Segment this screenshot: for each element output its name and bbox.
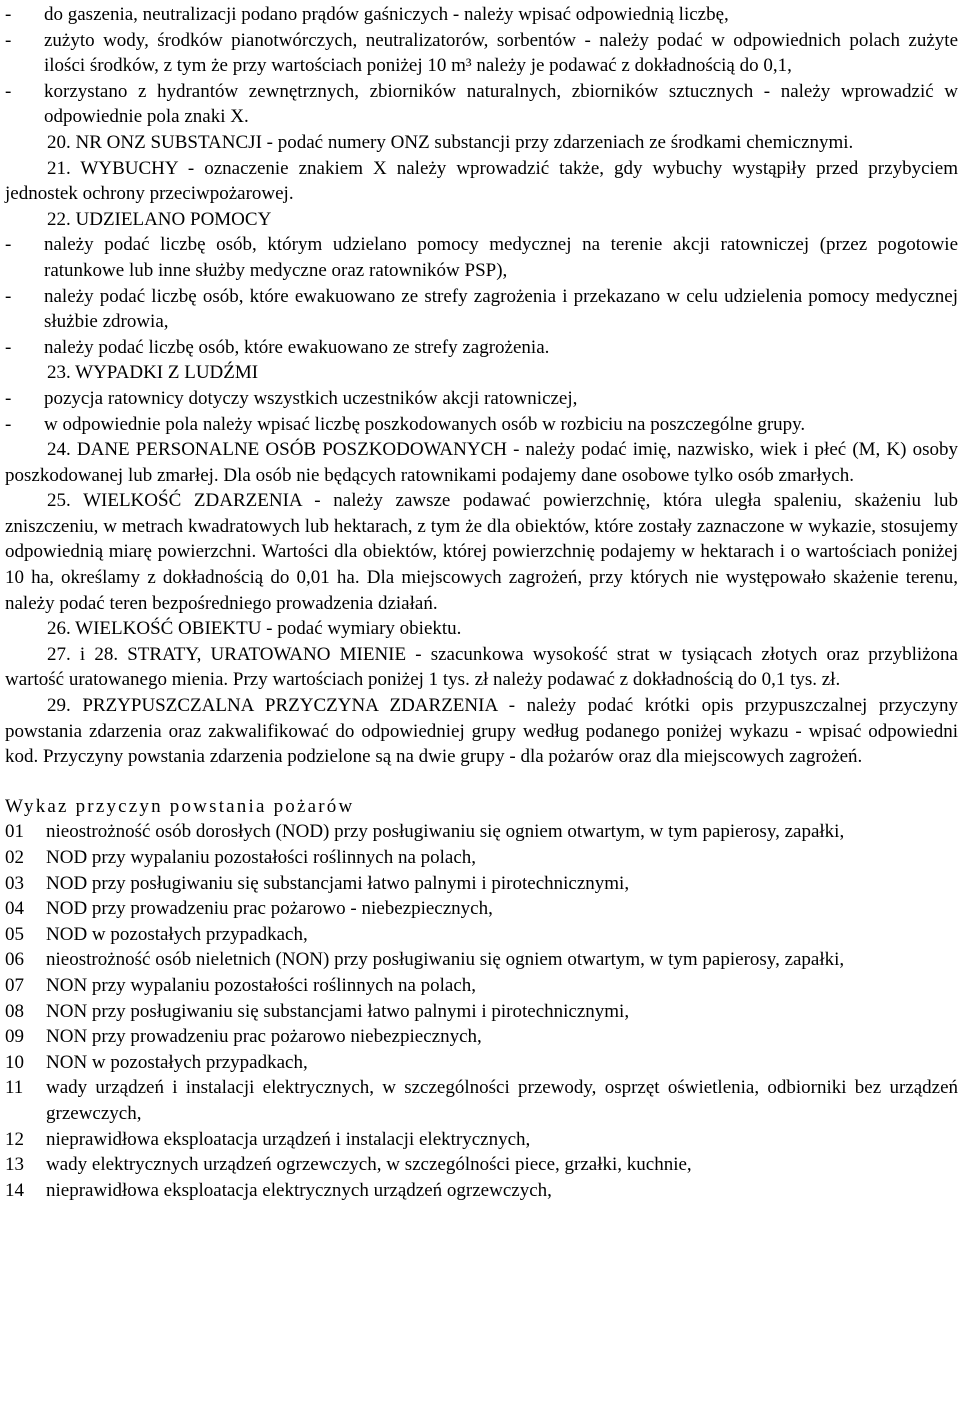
cause-code: 10 [5, 1051, 24, 1073]
cause-item [5, 947, 958, 973]
list-item-text: do gaszenia, neutralizacji podano prądów gaśniczych - należy wpisać odpowiednią liczbę, [44, 4, 729, 25]
spacer [5, 770, 958, 794]
list-item [5, 79, 958, 130]
cause-item [5, 1152, 958, 1178]
causes-list-title: Wykaz przyczyn powstania pożarów [5, 795, 355, 817]
causes-list [5, 819, 958, 1203]
list-item-text: należy podać liczbę osób, którym udzielano pomocy medycznej na terenie akcji ratowniczej (przez pogotowie ratunkowe lub inne służby medyczne oraz ratowników PSP), [44, 234, 958, 281]
cause-item [5, 845, 958, 871]
cause-code: 02 [5, 847, 24, 868]
section-20: 20. NR ONZ SUBSTANCJI - podać numery ONZ substancji przy zdarzeniach ze środkami chemicznymi. [47, 131, 854, 153]
document-page [5, 2, 958, 1203]
cause-code: 11 [5, 1077, 24, 1099]
list-item [5, 2, 958, 28]
section-26: 26. WIELKOŚĆ OBIEKTU - podać wymiary obiektu. [47, 618, 462, 640]
cause-text: NON przy prowadzeniu prac pożarowo niebezpiecznych, [46, 1026, 482, 1048]
cause-text: wady urządzeń i instalacji elektrycznych, w szczególności przewody, osprzęt oświetlenia, odbiorniki bez urządzeń grzewczych, [46, 1077, 958, 1124]
cause-code: 06 [5, 949, 24, 971]
cause-item [5, 871, 958, 897]
cause-item [5, 922, 958, 948]
list-dash: - [5, 80, 12, 102]
cause-item [5, 896, 958, 922]
list-dash: - [5, 285, 12, 307]
cause-code: 12 [5, 1128, 24, 1150]
cause-item [5, 1127, 958, 1153]
cause-text: nieostrożność osób dorosłych (NOD) przy posługiwaniu się ogniem otwartym, w tym papierosy, zapałki, [46, 821, 845, 843]
cause-item [5, 1024, 958, 1050]
list-dash: - [5, 413, 12, 435]
list-item [5, 28, 958, 79]
list-dash: - [5, 4, 12, 25]
list-item [5, 335, 958, 361]
list-dash: - [5, 387, 12, 409]
cause-text: NON przy wypalaniu pozostałości roślinnych na polach, [46, 974, 477, 996]
list-item-text: korzystano z hydrantów zewnętrznych, zbiorników naturalnych, zbiorników sztucznych - należy wprowadzić w odpowiednie pola znaki X. [44, 80, 958, 128]
cause-code: 01 [5, 821, 24, 843]
cause-text: NON w pozostałych przypadkach, [46, 1051, 308, 1073]
list-item [5, 232, 958, 283]
cause-text: nieprawidłowa eksploatacja elektrycznych urządzeń ogrzewczych, [46, 1179, 552, 1201]
section-22-heading: 22. UDZIELANO POMOCY [47, 208, 272, 230]
cause-item [5, 819, 958, 845]
cause-code: 03 [5, 872, 24, 894]
section-25: 25. WIELKOŚĆ ZDARZENIA - należy zawsze podawać powierzchnię, która uległa spaleniu, skażeniu lub zniszczeniu, w metrach kwadratowych lub hektarach, z tym że dla obiektów, które zostały zaznaczone w wykazie, stosujemy odpowiednią miarę powierzchni. Wartości dla obiektów, której powierzchnię podajemy w hektarach i o wartościach poniżej 10 ha, określamy z dokładnością do 0,01 ha. Dla miejscowych zagrożeń, przy których nie występowało skażenie terenu, należy podać teren bezpośredniego prowadzenia działań. [5, 490, 958, 614]
cause-text: NON przy posługiwaniu się substancjami łatwo palnymi i pirotechnicznymi, [46, 1000, 630, 1022]
cause-code: 05 [5, 923, 24, 945]
section-29: 29. PRZYPUSZCZALNA PRZYCZYNA ZDARZENIA - należy podać krótki opis przypuszczalnej przyczyny powstania zdarzenia oraz zakwalifikować do odpowiedniej grupy według podanego poniżej wykazu - wpisać odpowiedni kod. Przyczyny powstania zdarzenia podzielone są na dwie grupy - dla pożarów oraz dla miejscowych zagrożeń. [5, 695, 958, 768]
section-27-28: 27. i 28. STRATY, URATOWANO MIENIE - szacunkowa wysokość strat w tysiącach złotych oraz przybliżona wartość uratowanego mienia. Przy wartościach poniżej 1 tys. zł należy podawać z dokładnością do 0,1 tys. zł. [5, 643, 958, 691]
cause-text: NOD w pozostałych przypadkach, [46, 923, 308, 945]
cause-text: NOD przy wypalaniu pozostałości roślinnych na polach, [46, 847, 477, 868]
cause-text: nieprawidłowa eksploatacja urządzeń i instalacji elektrycznych, [46, 1128, 531, 1150]
cause-code: 09 [5, 1026, 24, 1048]
cause-item [5, 1075, 958, 1126]
list-item-text: zużyto wody, środków pianotwórczych, neutralizatorów, sorbentów - należy podać w odpowiednich polach zużyte ilości środków, z tym że przy wartościach poniżej 10 m³ należy je podawać z dokładnością do 0,1, [44, 29, 958, 77]
cause-text: NOD przy posługiwaniu się substancjami łatwo palnymi i pirotechnicznymi, [46, 872, 630, 894]
list-item-text: pozycja ratownicy dotyczy wszystkich uczestników akcji ratowniczej, [44, 387, 578, 409]
cause-item [5, 973, 958, 999]
cause-code: 04 [5, 898, 24, 920]
section-21: 21. WYBUCHY - oznaczenie znakiem X należy wprowadzić także, gdy wybuchy wystąpiły przed przybyciem jednostek ochrony przeciwpożarowej. [5, 157, 958, 205]
cause-code: 08 [5, 1000, 24, 1022]
section-24: 24. DANE PERSONALNE OSÓB POSZKODOWANYCH - należy podać imię, nazwisko, wiek i płeć (M, K) osoby poszkodowanej lub zmarłej. Dla osób nie będących ratownikami podajemy dane osobowe tylko osób zmarłych. [5, 439, 958, 486]
section-23-heading: 23. WYPADKI Z LUDŹMI [47, 362, 259, 384]
list-dash: - [5, 336, 12, 358]
cause-code: 07 [5, 974, 24, 996]
list-item-text: należy podać liczbę osób, które ewakuowano ze strefy zagrożenia i przekazano w celu udzielenia pomocy medycznej służbie zdrowia, [44, 285, 958, 333]
cause-code: 14 [5, 1179, 24, 1201]
list-dash: - [5, 234, 12, 256]
list-item [5, 284, 958, 335]
cause-item [5, 1050, 958, 1076]
list-item [5, 412, 958, 438]
cause-text: NOD przy prowadzeniu prac pożarowo - niebezpiecznych, [46, 898, 493, 920]
cause-text: wady elektrycznych urządzeń ogrzewczych, w szczególności piece, grzałki, kuchnie, [46, 1154, 692, 1176]
list-item-text: należy podać liczbę osób, które ewakuowano ze strefy zagrożenia. [44, 336, 550, 358]
cause-item [5, 999, 958, 1025]
list-item-text: w odpowiednie pola należy wpisać liczbę poszkodowanych osób w rozbiciu na poszczególne grupy. [44, 413, 806, 435]
cause-text: nieostrożność osób nieletnich (NON) przy posługiwaniu się ogniem otwartym, w tym papierosy, zapałki, [46, 949, 845, 971]
list-dash: - [5, 29, 12, 51]
cause-code: 13 [5, 1154, 24, 1176]
list-item [5, 386, 958, 412]
cause-item [5, 1178, 958, 1204]
